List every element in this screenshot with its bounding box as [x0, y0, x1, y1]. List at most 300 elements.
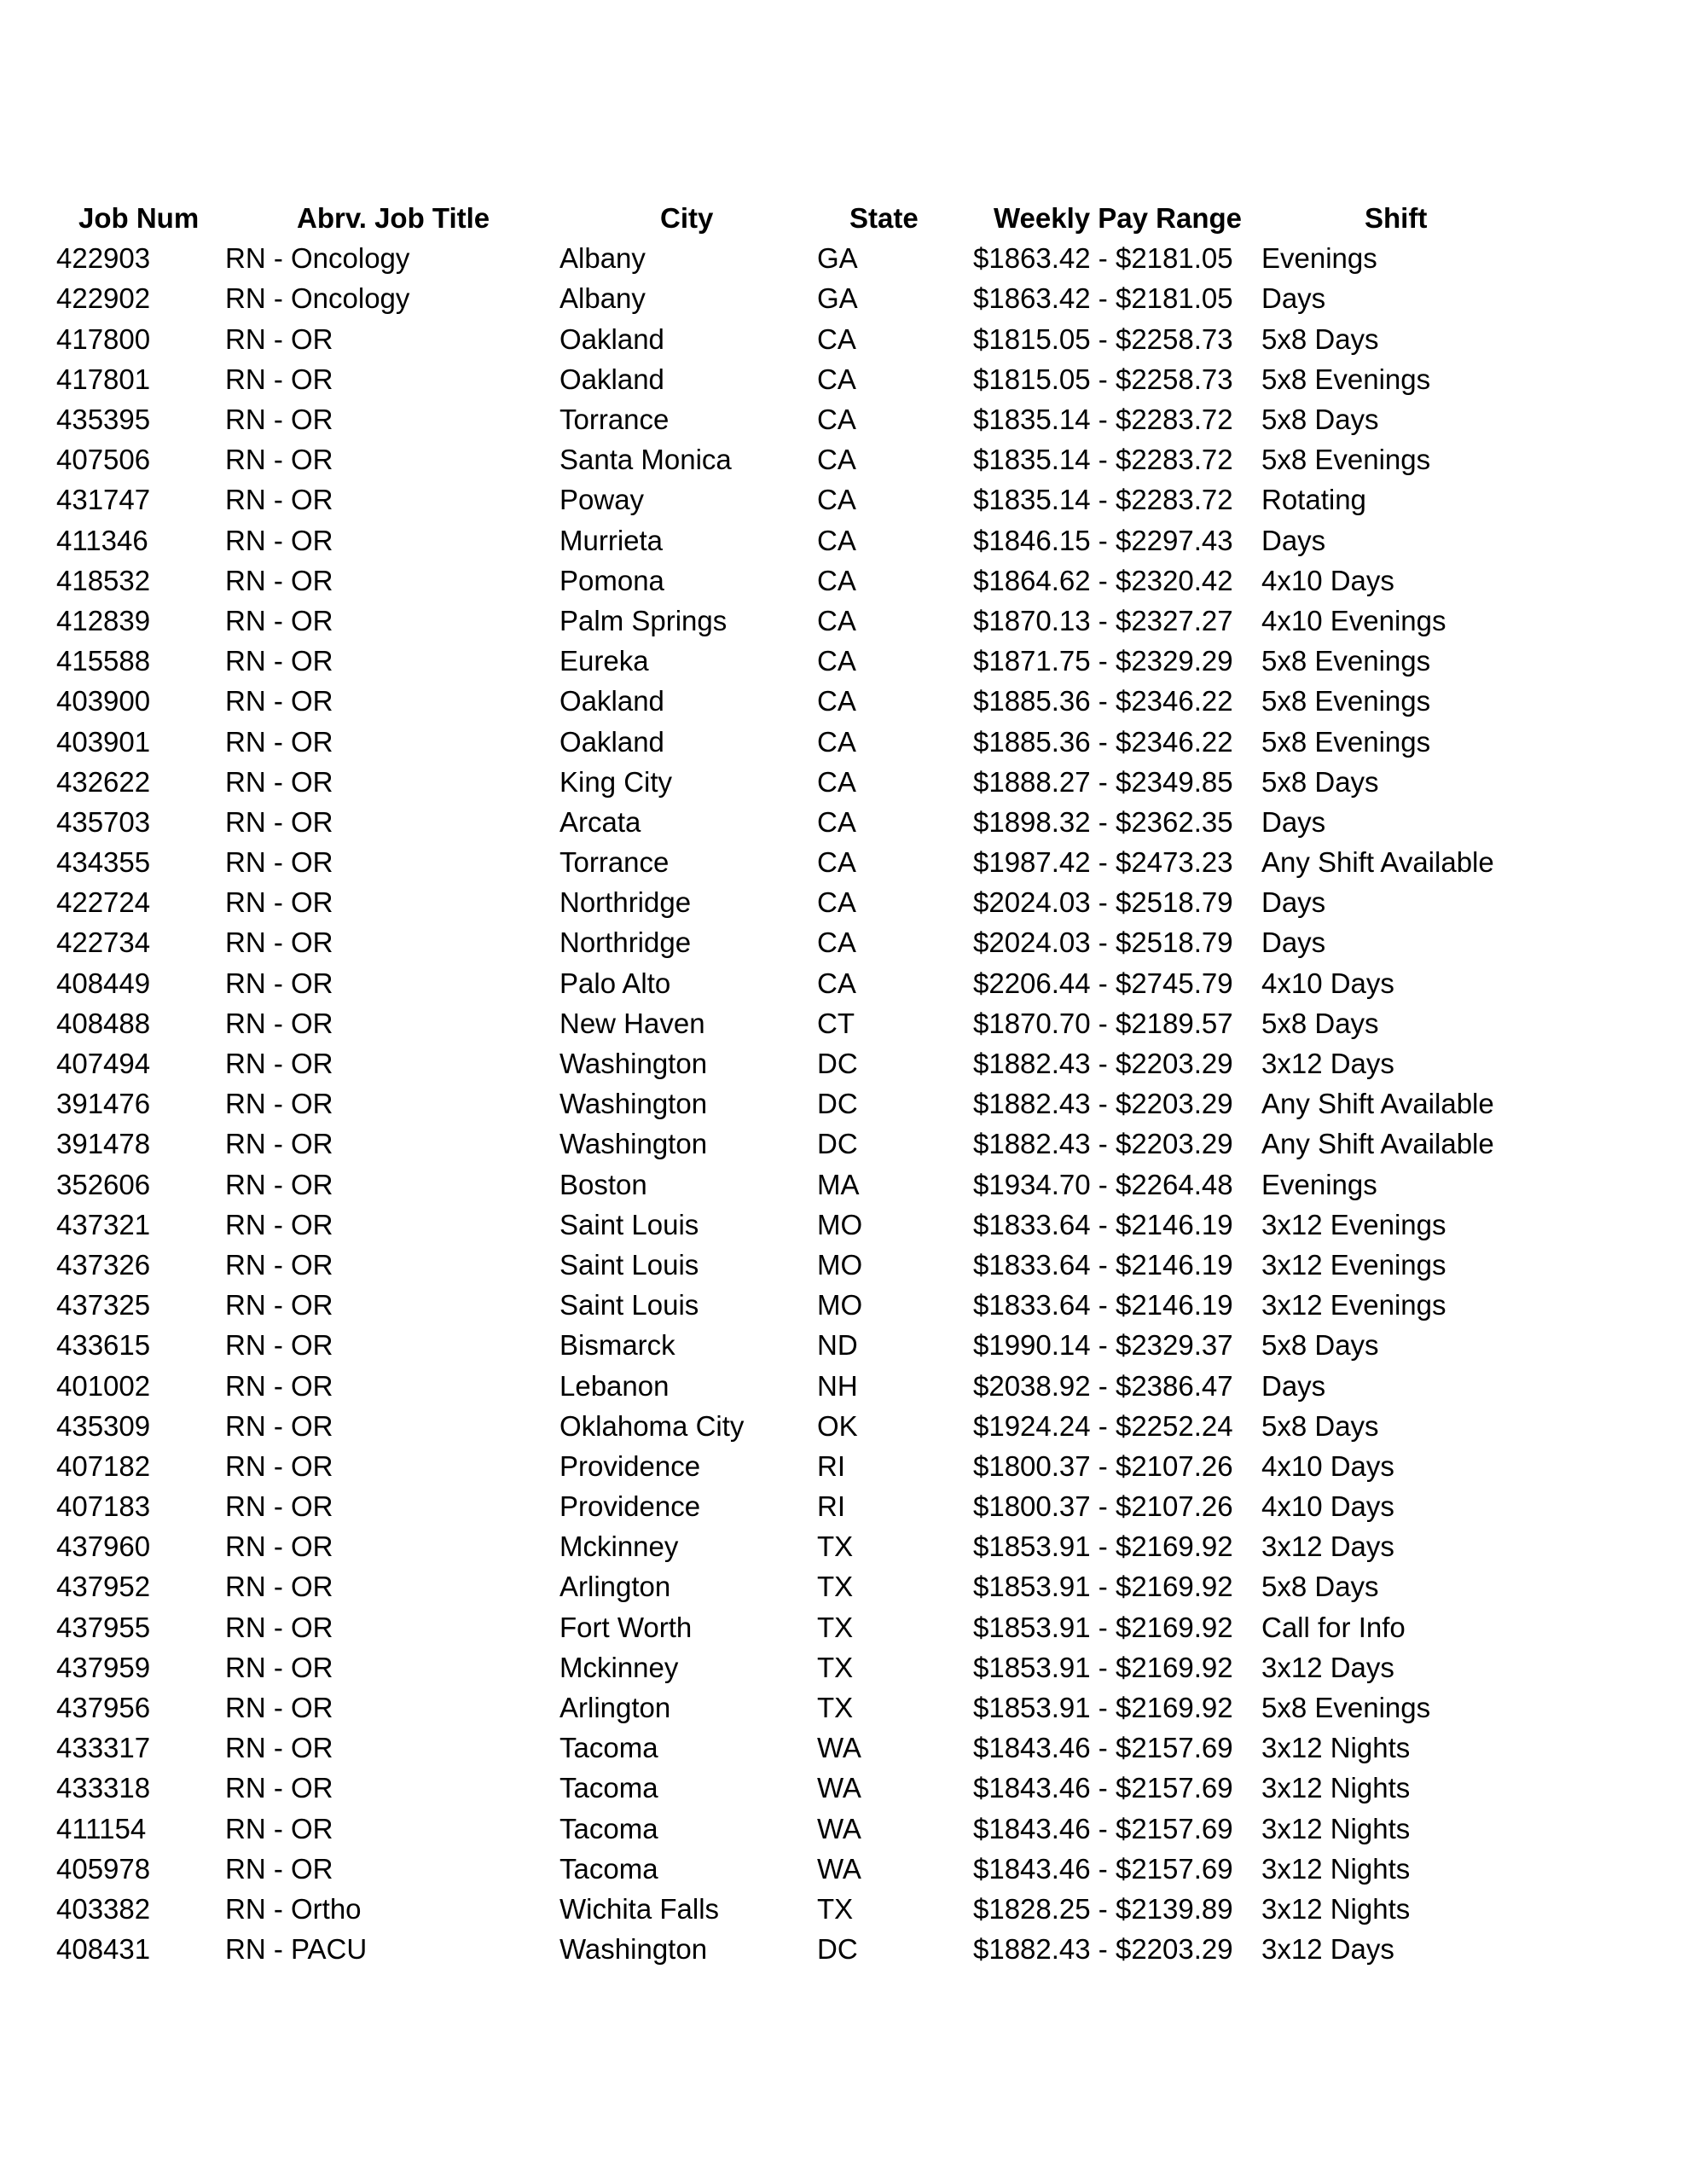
weekly-pay-range-cell: $1843.46 - $2157.69 — [973, 1852, 1233, 1885]
shift-cell: 5x8 Days — [1261, 1007, 1379, 1039]
job-num-cell: 405978 — [56, 1852, 151, 1885]
table-row — [0, 561, 1687, 601]
table-row — [0, 439, 1687, 479]
shift-cell: Days — [1261, 926, 1326, 959]
table-row — [0, 1768, 1687, 1808]
table-row — [0, 479, 1687, 520]
weekly-pay-range-cell: $1863.42 - $2181.05 — [973, 242, 1233, 275]
job-num-cell: 408431 — [56, 1933, 151, 1966]
weekly-pay-range-cell: $1843.46 - $2157.69 — [973, 1812, 1233, 1844]
table-row — [0, 641, 1687, 681]
job-title-cell: RN - OR — [225, 1531, 333, 1563]
job-num-cell: 437960 — [56, 1531, 151, 1563]
state-cell: TX — [817, 1892, 854, 1925]
city-cell: Palo Alto — [559, 967, 671, 999]
city-cell: Albany — [559, 242, 646, 275]
weekly-pay-range-cell: $1843.46 - $2157.69 — [973, 1732, 1233, 1764]
table-row — [0, 1003, 1687, 1043]
state-cell: GA — [817, 242, 858, 275]
column-header-state: State — [849, 202, 919, 235]
job-title-cell: RN - OR — [225, 645, 333, 677]
job-num-cell: 435703 — [56, 805, 151, 838]
job-title-cell: RN - OR — [225, 604, 333, 636]
job-title-cell: RN - OR — [225, 886, 333, 919]
job-num-cell: 411154 — [56, 1812, 147, 1844]
city-cell: Poway — [559, 484, 645, 516]
city-cell: Torrance — [559, 846, 670, 879]
weekly-pay-range-cell: $1828.25 - $2139.89 — [973, 1892, 1233, 1925]
job-num-cell: 422724 — [56, 886, 151, 919]
table-row — [0, 1809, 1687, 1849]
state-cell: WA — [817, 1772, 861, 1804]
city-cell: Wichita Falls — [559, 1892, 720, 1925]
job-title-cell: RN - OR — [225, 685, 333, 717]
table-row — [0, 1365, 1687, 1405]
shift-cell: Evenings — [1261, 1168, 1377, 1200]
state-cell: CA — [817, 967, 856, 999]
state-cell: MO — [817, 1248, 863, 1281]
column-header-job-num: Job Num — [78, 202, 200, 235]
city-cell: Washington — [559, 1088, 708, 1120]
shift-cell: Days — [1261, 524, 1326, 556]
job-title-cell: RN - OR — [225, 1449, 333, 1482]
job-num-cell: 352606 — [56, 1168, 151, 1200]
state-cell: CA — [817, 886, 856, 919]
job-num-cell: 437952 — [56, 1571, 151, 1603]
state-cell: DC — [817, 1128, 858, 1160]
weekly-pay-range-cell: $1853.91 - $2169.92 — [973, 1692, 1233, 1724]
state-cell: WA — [817, 1852, 861, 1885]
weekly-pay-range-cell: $2024.03 - $2518.79 — [973, 886, 1233, 919]
job-num-cell: 417801 — [56, 363, 151, 395]
job-num-cell: 415588 — [56, 645, 151, 677]
shift-cell: 4x10 Days — [1261, 967, 1394, 999]
job-title-cell: RN - OR — [225, 363, 333, 395]
state-cell: CA — [817, 604, 856, 636]
job-rows — [0, 238, 1687, 1969]
job-num-cell: 437959 — [56, 1651, 151, 1683]
weekly-pay-range-cell: $1882.43 - $2203.29 — [973, 1933, 1233, 1966]
job-listing-table — [0, 198, 1687, 1969]
weekly-pay-range-cell: $1864.62 - $2320.42 — [973, 564, 1233, 596]
shift-cell: 5x8 Days — [1261, 404, 1379, 436]
job-title-cell: RN - OR — [225, 1168, 333, 1200]
shift-cell: 3x12 Nights — [1261, 1772, 1411, 1804]
column-header-weekly-pay-range: Weekly Pay Range — [994, 202, 1243, 235]
job-title-cell: RN - OR — [225, 1732, 333, 1764]
job-num-cell: 417800 — [56, 322, 151, 355]
job-num-cell: 401002 — [56, 1369, 151, 1402]
job-title-cell: RN - OR — [225, 1128, 333, 1160]
shift-cell: 5x8 Evenings — [1261, 725, 1431, 758]
job-title-cell: RN - OR — [225, 765, 333, 798]
state-cell: GA — [817, 282, 858, 315]
shift-cell: 5x8 Days — [1261, 765, 1379, 798]
city-cell: Bismarck — [559, 1329, 675, 1362]
job-title-cell: RN - OR — [225, 1248, 333, 1281]
job-num-cell: 435309 — [56, 1409, 151, 1442]
shift-cell: 4x10 Days — [1261, 1449, 1394, 1482]
state-cell: CA — [817, 404, 856, 436]
state-cell: RI — [817, 1449, 845, 1482]
column-header-job-title: Abrv. Job Title — [297, 202, 490, 235]
job-title-cell: RN - OR — [225, 1692, 333, 1724]
weekly-pay-range-cell: $1853.91 - $2169.92 — [973, 1571, 1233, 1603]
weekly-pay-range-cell: $1833.64 - $2146.19 — [973, 1208, 1233, 1240]
city-cell: Boston — [559, 1168, 647, 1200]
shift-cell: Any Shift Available — [1261, 1088, 1494, 1120]
job-title-cell: RN - OR — [225, 1208, 333, 1240]
state-cell: CT — [817, 1007, 855, 1039]
weekly-pay-range-cell: $1885.36 - $2346.22 — [973, 725, 1233, 758]
job-title-cell: RN - OR — [225, 1812, 333, 1844]
weekly-pay-range-cell: $1815.05 - $2258.73 — [973, 322, 1233, 355]
state-cell: CA — [817, 645, 856, 677]
weekly-pay-range-cell: $1990.14 - $2329.37 — [973, 1329, 1233, 1362]
job-num-cell: 422903 — [56, 242, 151, 275]
table-row — [0, 238, 1687, 278]
job-title-cell: RN - OR — [225, 564, 333, 596]
state-cell: DC — [817, 1088, 858, 1120]
weekly-pay-range-cell: $1870.70 - $2189.57 — [973, 1007, 1233, 1039]
city-cell: Albany — [559, 282, 646, 315]
job-title-cell: RN - OR — [225, 1088, 333, 1120]
job-title-cell: RN - OR — [225, 1409, 333, 1442]
city-cell: Arlington — [559, 1571, 671, 1603]
table-row — [0, 842, 1687, 882]
job-title-cell: RN - OR — [225, 967, 333, 999]
shift-cell: 3x12 Evenings — [1261, 1248, 1446, 1281]
job-listing-sheet — [0, 198, 1687, 1969]
city-cell: Mckinney — [559, 1651, 679, 1683]
table-header-row — [0, 198, 1687, 238]
city-cell: King City — [559, 765, 673, 798]
state-cell: DC — [817, 1048, 858, 1080]
shift-cell: Days — [1261, 805, 1326, 838]
table-row — [0, 319, 1687, 359]
weekly-pay-range-cell: $1853.91 - $2169.92 — [973, 1611, 1233, 1643]
job-title-cell: RN - Oncology — [225, 282, 410, 315]
table-row — [0, 601, 1687, 641]
table-row — [0, 1889, 1687, 1929]
city-cell: Washington — [559, 1128, 708, 1160]
table-row — [0, 1486, 1687, 1526]
table-row — [0, 721, 1687, 761]
job-num-cell: 433317 — [56, 1732, 151, 1764]
job-num-cell: 407494 — [56, 1048, 151, 1080]
table-row — [0, 1165, 1687, 1205]
weekly-pay-range-cell: $1934.70 - $2264.48 — [973, 1168, 1233, 1200]
column-header-city: City — [660, 202, 714, 235]
city-cell: Oakland — [559, 725, 664, 758]
shift-cell: Call for Info — [1261, 1611, 1406, 1643]
table-row — [0, 1687, 1687, 1728]
weekly-pay-range-cell: $1888.27 - $2349.85 — [973, 765, 1233, 798]
city-cell: Torrance — [559, 404, 670, 436]
job-title-cell: RN - OR — [225, 1852, 333, 1885]
shift-cell: 3x12 Evenings — [1261, 1208, 1446, 1240]
table-row — [0, 1526, 1687, 1566]
shift-cell: 3x12 Nights — [1261, 1812, 1411, 1844]
city-cell: Saint Louis — [559, 1208, 699, 1240]
job-num-cell: 437321 — [56, 1208, 151, 1240]
city-cell: Mckinney — [559, 1531, 679, 1563]
state-cell: DC — [817, 1933, 858, 1966]
job-num-cell: 422734 — [56, 926, 151, 959]
table-row — [0, 1124, 1687, 1164]
state-cell: CA — [817, 926, 856, 959]
shift-cell: 5x8 Days — [1261, 322, 1379, 355]
shift-cell: Any Shift Available — [1261, 1128, 1494, 1160]
shift-cell: 4x10 Days — [1261, 1490, 1394, 1523]
weekly-pay-range-cell: $1846.15 - $2297.43 — [973, 524, 1233, 556]
table-row — [0, 1043, 1687, 1083]
shift-cell: Rotating — [1261, 484, 1366, 516]
table-row — [0, 278, 1687, 318]
table-row — [0, 1607, 1687, 1647]
state-cell: CA — [817, 322, 856, 355]
table-row — [0, 1245, 1687, 1285]
city-cell: Eureka — [559, 645, 649, 677]
weekly-pay-range-cell: $1885.36 - $2346.22 — [973, 685, 1233, 717]
job-title-cell: RN - OR — [225, 805, 333, 838]
state-cell: CA — [817, 524, 856, 556]
weekly-pay-range-cell: $1843.46 - $2157.69 — [973, 1772, 1233, 1804]
job-num-cell: 408449 — [56, 967, 151, 999]
shift-cell: 5x8 Days — [1261, 1571, 1379, 1603]
city-cell: Arcata — [559, 805, 641, 838]
city-cell: New Haven — [559, 1007, 705, 1039]
table-row — [0, 1849, 1687, 1889]
table-row — [0, 882, 1687, 922]
job-num-cell: 435395 — [56, 404, 151, 436]
table-row — [0, 1205, 1687, 1245]
weekly-pay-range-cell: $1835.14 - $2283.72 — [973, 404, 1233, 436]
state-cell: RI — [817, 1490, 845, 1523]
shift-cell: 4x10 Evenings — [1261, 604, 1446, 636]
city-cell: Oklahoma City — [559, 1409, 745, 1442]
job-title-cell: RN - OR — [225, 1329, 333, 1362]
weekly-pay-range-cell: $1898.32 - $2362.35 — [973, 805, 1233, 838]
city-cell: Saint Louis — [559, 1248, 699, 1281]
city-cell: Providence — [559, 1449, 701, 1482]
job-title-cell: RN - OR — [225, 1048, 333, 1080]
weekly-pay-range-cell: $1833.64 - $2146.19 — [973, 1248, 1233, 1281]
table-row — [0, 1929, 1687, 1969]
job-num-cell: 391478 — [56, 1128, 151, 1160]
weekly-pay-range-cell: $1863.42 - $2181.05 — [973, 282, 1233, 315]
shift-cell: Evenings — [1261, 242, 1377, 275]
job-num-cell: 431747 — [56, 484, 151, 516]
job-title-cell: RN - OR — [225, 484, 333, 516]
job-num-cell: 437325 — [56, 1289, 151, 1321]
state-cell: MA — [817, 1168, 860, 1200]
state-cell: CA — [817, 846, 856, 879]
shift-cell: Days — [1261, 1369, 1326, 1402]
job-num-cell: 437956 — [56, 1692, 151, 1724]
weekly-pay-range-cell: $1987.42 - $2473.23 — [973, 846, 1233, 879]
city-cell: Murrieta — [559, 524, 664, 556]
shift-cell: Days — [1261, 886, 1326, 919]
shift-cell: 3x12 Evenings — [1261, 1289, 1446, 1321]
table-row — [0, 1566, 1687, 1606]
job-num-cell: 403900 — [56, 685, 151, 717]
city-cell: Palm Springs — [559, 604, 728, 636]
table-row — [0, 1325, 1687, 1365]
job-num-cell: 433318 — [56, 1772, 151, 1804]
city-cell: Pomona — [559, 564, 664, 596]
table-row — [0, 1647, 1687, 1687]
city-cell: Northridge — [559, 926, 692, 959]
city-cell: Fort Worth — [559, 1611, 693, 1643]
job-title-cell: RN - OR — [225, 846, 333, 879]
job-title-cell: RN - OR — [225, 926, 333, 959]
job-num-cell: 422902 — [56, 282, 151, 315]
weekly-pay-range-cell: $1882.43 - $2203.29 — [973, 1048, 1233, 1080]
table-row — [0, 1728, 1687, 1768]
table-row — [0, 1083, 1687, 1124]
weekly-pay-range-cell: $1833.64 - $2146.19 — [973, 1289, 1233, 1321]
shift-cell: 5x8 Days — [1261, 1409, 1379, 1442]
weekly-pay-range-cell: $1924.24 - $2252.24 — [973, 1409, 1233, 1442]
job-num-cell: 403382 — [56, 1892, 151, 1925]
weekly-pay-range-cell: $1800.37 - $2107.26 — [973, 1449, 1233, 1482]
job-num-cell: 432622 — [56, 765, 151, 798]
shift-cell: 3x12 Nights — [1261, 1852, 1411, 1885]
state-cell: TX — [817, 1611, 854, 1643]
state-cell: CA — [817, 685, 856, 717]
job-num-cell: 407182 — [56, 1449, 151, 1482]
job-title-cell: RN - OR — [225, 1651, 333, 1683]
shift-cell: 3x12 Days — [1261, 1531, 1394, 1563]
shift-cell: 5x8 Evenings — [1261, 363, 1431, 395]
job-title-cell: RN - OR — [225, 1772, 333, 1804]
column-header-shift: Shift — [1365, 202, 1428, 235]
weekly-pay-range-cell: $1870.13 - $2327.27 — [973, 604, 1233, 636]
weekly-pay-range-cell: $1853.91 - $2169.92 — [973, 1651, 1233, 1683]
city-cell: Oakland — [559, 322, 664, 355]
table-row — [0, 399, 1687, 439]
weekly-pay-range-cell: $1835.14 - $2283.72 — [973, 444, 1233, 476]
city-cell: Washington — [559, 1048, 708, 1080]
state-cell: MO — [817, 1208, 863, 1240]
state-cell: OK — [817, 1409, 858, 1442]
weekly-pay-range-cell: $1882.43 - $2203.29 — [973, 1088, 1233, 1120]
shift-cell: 3x12 Nights — [1261, 1892, 1411, 1925]
city-cell: Oakland — [559, 363, 664, 395]
weekly-pay-range-cell: $1853.91 - $2169.92 — [973, 1531, 1233, 1563]
table-row — [0, 520, 1687, 561]
city-cell: Lebanon — [559, 1369, 670, 1402]
city-cell: Tacoma — [559, 1772, 658, 1804]
shift-cell: 3x12 Nights — [1261, 1732, 1411, 1764]
shift-cell: 3x12 Days — [1261, 1048, 1394, 1080]
shift-cell: 5x8 Days — [1261, 1329, 1379, 1362]
job-num-cell: 403901 — [56, 725, 151, 758]
city-cell: Santa Monica — [559, 444, 732, 476]
weekly-pay-range-cell: $2206.44 - $2745.79 — [973, 967, 1233, 999]
table-row — [0, 359, 1687, 399]
job-num-cell: 411346 — [56, 524, 148, 556]
job-title-cell: RN - Oncology — [225, 242, 410, 275]
table-row — [0, 1406, 1687, 1446]
job-title-cell: RN - OR — [225, 524, 333, 556]
job-title-cell: RN - OR — [225, 1007, 333, 1039]
state-cell: TX — [817, 1651, 854, 1683]
job-num-cell: 437955 — [56, 1611, 151, 1643]
city-cell: Oakland — [559, 685, 664, 717]
job-num-cell: 407506 — [56, 444, 151, 476]
job-title-cell: RN - OR — [225, 1490, 333, 1523]
shift-cell: Any Shift Available — [1261, 846, 1494, 879]
shift-cell: 4x10 Days — [1261, 564, 1394, 596]
job-title-cell: RN - OR — [225, 1611, 333, 1643]
state-cell: ND — [817, 1329, 858, 1362]
state-cell: CA — [817, 564, 856, 596]
job-title-cell: RN - OR — [225, 1369, 333, 1402]
city-cell: Saint Louis — [559, 1289, 699, 1321]
state-cell: WA — [817, 1732, 861, 1764]
weekly-pay-range-cell: $1871.75 - $2329.29 — [973, 645, 1233, 677]
state-cell: CA — [817, 444, 856, 476]
table-row — [0, 1446, 1687, 1486]
state-cell: NH — [817, 1369, 858, 1402]
shift-cell: 3x12 Days — [1261, 1933, 1394, 1966]
table-row — [0, 922, 1687, 962]
shift-cell: 5x8 Evenings — [1261, 1692, 1431, 1724]
city-cell: Arlington — [559, 1692, 671, 1724]
job-title-cell: RN - OR — [225, 444, 333, 476]
weekly-pay-range-cell: $2038.92 - $2386.47 — [973, 1369, 1233, 1402]
job-title-cell: RN - OR — [225, 404, 333, 436]
weekly-pay-range-cell: $1800.37 - $2107.26 — [973, 1490, 1233, 1523]
state-cell: CA — [817, 765, 856, 798]
state-cell: TX — [817, 1692, 854, 1724]
state-cell: TX — [817, 1531, 854, 1563]
job-num-cell: 433615 — [56, 1329, 151, 1362]
state-cell: MO — [817, 1289, 863, 1321]
weekly-pay-range-cell: $1882.43 - $2203.29 — [973, 1128, 1233, 1160]
job-num-cell: 434355 — [56, 846, 151, 879]
job-title-cell: RN - OR — [225, 322, 333, 355]
state-cell: CA — [817, 363, 856, 395]
weekly-pay-range-cell: $1815.05 - $2258.73 — [973, 363, 1233, 395]
table-row — [0, 802, 1687, 842]
job-num-cell: 407183 — [56, 1490, 151, 1523]
job-title-cell: RN - OR — [225, 725, 333, 758]
weekly-pay-range-cell: $1835.14 - $2283.72 — [973, 484, 1233, 516]
state-cell: CA — [817, 484, 856, 516]
shift-cell: 3x12 Days — [1261, 1651, 1394, 1683]
shift-cell: Days — [1261, 282, 1326, 315]
job-num-cell: 437326 — [56, 1248, 151, 1281]
state-cell: CA — [817, 805, 856, 838]
table-row — [0, 963, 1687, 1003]
job-title-cell: RN - Ortho — [225, 1892, 362, 1925]
city-cell: Northridge — [559, 886, 692, 919]
job-title-cell: RN - PACU — [225, 1933, 368, 1966]
state-cell: CA — [817, 725, 856, 758]
job-num-cell: 412839 — [56, 604, 151, 636]
table-row — [0, 762, 1687, 802]
city-cell: Tacoma — [559, 1812, 658, 1844]
table-row — [0, 681, 1687, 721]
weekly-pay-range-cell: $2024.03 - $2518.79 — [973, 926, 1233, 959]
city-cell: Washington — [559, 1933, 708, 1966]
city-cell: Tacoma — [559, 1852, 658, 1885]
job-num-cell: 408488 — [56, 1007, 151, 1039]
job-title-cell: RN - OR — [225, 1289, 333, 1321]
